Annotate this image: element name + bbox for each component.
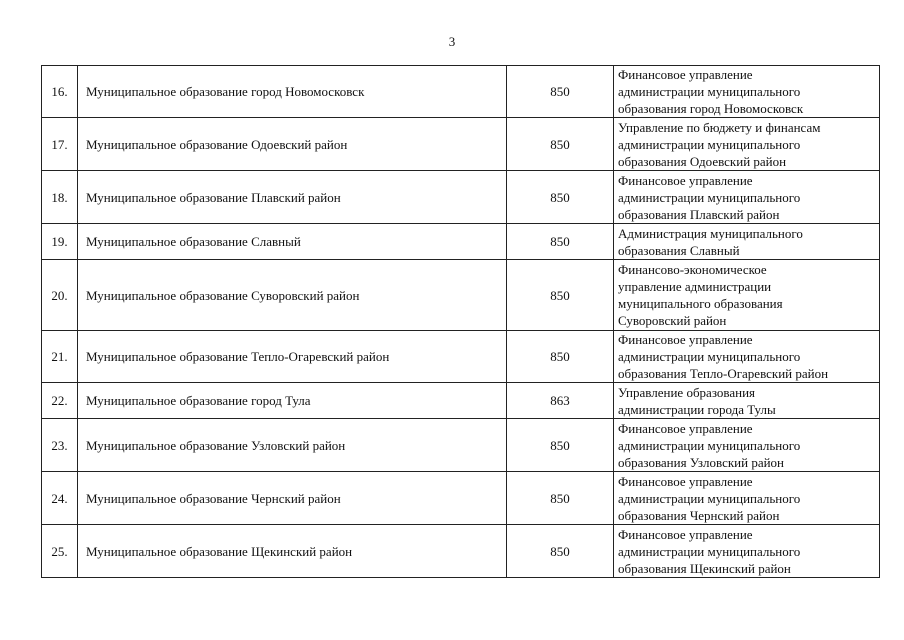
municipality-name: Муниципальное образование город Тула (78, 383, 507, 419)
administrator-line: образования город Новомосковск (618, 101, 804, 116)
row-number: 17. (42, 118, 78, 171)
administrator-line: Финансовое управление (618, 473, 753, 489)
row-number: 24. (42, 472, 78, 525)
budget-code: 850 (507, 419, 614, 472)
row-number: 16. (42, 66, 78, 118)
table-row (42, 224, 880, 260)
administrator-line: Финансовое управление (618, 420, 753, 436)
administrator-line: Финансово-экономическое (618, 262, 767, 277)
budget-code: 850 (507, 118, 614, 171)
row-number: 18. (42, 171, 78, 224)
municipality-name: Муниципальное образование Щекинский район (78, 525, 507, 578)
administrator-name (614, 472, 880, 525)
administrator-line: Администрация муниципального (618, 225, 803, 241)
budget-code: 850 (507, 260, 614, 331)
administrator-line: Финансовое управление (618, 67, 753, 82)
row-number: 22. (42, 383, 78, 419)
administrator-name (614, 224, 880, 260)
row-number: 21. (42, 331, 78, 383)
administrator-line: образования Щекинский район (618, 560, 791, 576)
budget-code: 850 (507, 224, 614, 260)
table-row (42, 419, 880, 472)
administrator-line: образования Узловский район (618, 454, 785, 470)
budget-code: 850 (507, 171, 614, 224)
municipality-name: Муниципальное образование Тепло-Огаревский район (78, 331, 507, 383)
table-row (42, 383, 880, 419)
administrator-name (614, 260, 880, 331)
municipality-name: Муниципальное образование Славный (78, 224, 507, 260)
administrator-name (614, 525, 880, 578)
budget-code: 850 (507, 66, 614, 118)
administrator-line: администрации муниципального (618, 490, 801, 506)
table-row (42, 525, 880, 578)
administrator-name (614, 383, 880, 419)
administrator-line: администрации муниципального (618, 543, 801, 559)
table-row (42, 472, 880, 525)
table-row (42, 171, 880, 224)
page-number: 3 (448, 34, 456, 49)
registry-table-body (42, 66, 880, 578)
administrator-line: образования Славный (618, 242, 740, 258)
budget-code: 850 (507, 331, 614, 383)
administrator-line: администрации муниципального (618, 84, 801, 99)
budget-code: 850 (507, 525, 614, 578)
administrator-name (614, 118, 880, 171)
municipality-name: Муниципальное образование город Новомосковск (78, 66, 507, 118)
administrator-line: управление администрации (618, 279, 772, 294)
administrator-line: Финансовое управление (618, 526, 753, 542)
table-row (42, 118, 880, 171)
administrator-line: администрации муниципального (618, 136, 801, 152)
administrator-line: администрации муниципального (618, 349, 801, 364)
administrator-line: муниципального образования (618, 296, 783, 311)
administrator-line: Управление по бюджету и финансам (618, 119, 821, 135)
administrator-line: образования Чернский район (618, 507, 780, 523)
municipality-name: Муниципальное образование Узловский район (78, 419, 507, 472)
administrator-name (614, 66, 880, 118)
municipality-name: Муниципальное образование Суворовский район (78, 260, 507, 331)
administrator-line: администрации муниципального (618, 437, 801, 453)
administrator-line: Управление образования (618, 384, 756, 400)
table-row (42, 260, 880, 331)
table-row (42, 331, 880, 383)
administrator-line: образования Одоевский район (618, 153, 787, 169)
table-row (42, 66, 880, 118)
administrator-line: Финансовое управление (618, 332, 753, 347)
administrator-name (614, 419, 880, 472)
municipality-name: Муниципальное образование Одоевский район (78, 118, 507, 171)
row-number: 25. (42, 525, 78, 578)
administrator-line: администрации муниципального (618, 189, 801, 205)
municipal-registry-table (41, 65, 880, 578)
administrator-line: Суворовский район (618, 313, 727, 328)
administrator-name (614, 331, 880, 383)
budget-code: 863 (507, 383, 614, 419)
administrator-line: образования Плавский район (618, 206, 780, 222)
row-number: 23. (42, 419, 78, 472)
administrator-line: администрации города Тулы (618, 401, 776, 417)
administrator-line: образования Тепло-Огаревский район (618, 366, 829, 381)
budget-code: 850 (507, 472, 614, 525)
row-number: 20. (42, 260, 78, 331)
municipality-name: Муниципальное образование Чернский район (78, 472, 507, 525)
row-number: 19. (42, 224, 78, 260)
municipality-name: Муниципальное образование Плавский район (78, 171, 507, 224)
administrator-line: Финансовое управление (618, 172, 753, 188)
administrator-name (614, 171, 880, 224)
